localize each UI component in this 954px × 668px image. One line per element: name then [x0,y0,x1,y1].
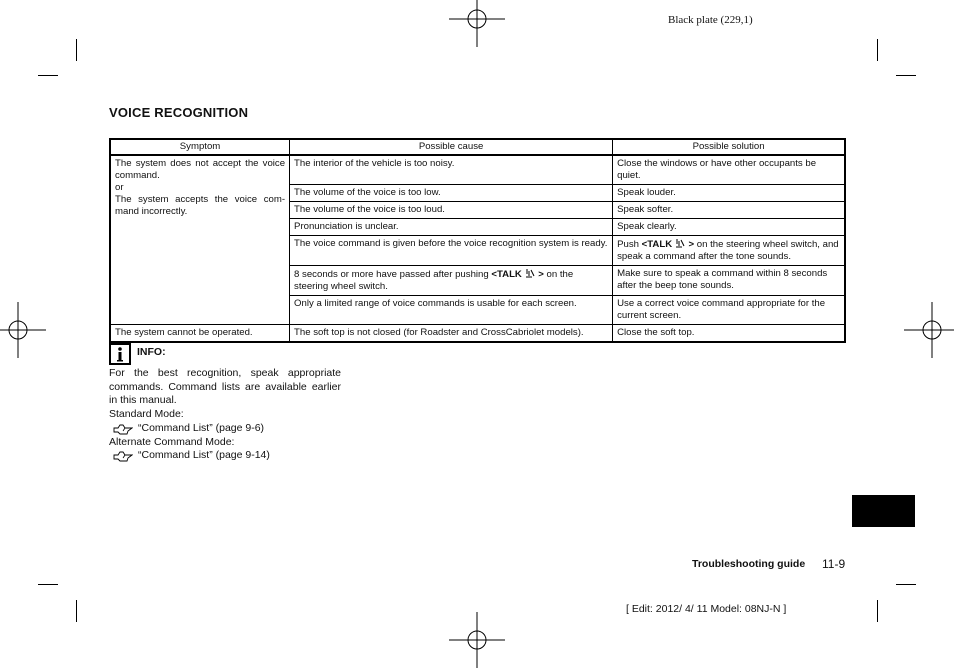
header-cause: Possible cause [290,139,613,155]
talk-button-close: > [688,239,695,250]
symptom-line: The system accepts the voice com-mand incorrectly. [115,194,286,217]
info-text-block [109,367,341,463]
page-number: 11-9 [822,557,846,571]
solution-cell: Speak louder. [613,185,845,202]
cause-cell [290,266,613,296]
registration-mark-right [904,302,954,358]
registration-mark-top [449,0,505,47]
solution-text: Push [617,239,639,250]
talk-button-label: <TALK [641,239,673,250]
talk-icon [675,238,686,248]
solution-cell: Use a correct voice command appropriate for the current screen. [613,296,845,325]
talk-button-label: <TALK [491,269,522,280]
header-symptom: Symptom [110,139,290,155]
solution-cell: Close the windows or have other occupants be quiet. [613,155,845,185]
solution-cell: Close the soft top. [613,325,845,343]
cause-cell: The volume of the voice is too loud. [290,202,613,219]
info-icon [109,343,131,365]
standard-ref-text[interactable]: “Command List” (page 9-6) [138,421,265,434]
footer-title: Troubleshooting guide [692,558,806,570]
section-title: VOICE RECOGNITION [109,105,249,120]
plate-label: Black plate (229,1) [668,14,753,26]
pointing-hand-icon [113,450,133,462]
symptom-cell [110,155,290,325]
cause-text: 8 seconds or more have passed after pushing [294,269,489,280]
cause-cell: Only a limited range of voice commands is usable for each screen. [290,296,613,325]
symptom-or: or [115,182,124,193]
cause-text: on the steering wheel switch. [294,269,574,292]
standard-mode-ref[interactable] [113,422,341,436]
chapter-tab [852,495,915,527]
symptom-line: The system does not accept the voice command. [115,158,286,181]
table-row [110,155,845,185]
cause-cell: The interior of the vehicle is too noisy. [290,155,613,185]
cause-cell: The soft top is not closed (for Roadster and CrossCabriolet models). [290,325,613,343]
solution-text: on the steering wheel switch, and speak a command after the tone sounds. [617,239,839,262]
edit-info: [ Edit: 2012/ 4/ 11 Model: 08NJ-N ] [626,603,787,615]
registration-mark-left [0,302,46,358]
talk-button-close: > [538,269,544,280]
talk-icon [525,268,536,278]
header-solution: Possible solution [613,139,845,155]
symptom-cell: The system cannot be operated. [110,325,290,343]
solution-cell: Make sure to speak a command within 8 seconds after the beep tone sounds. [613,266,845,296]
alternate-mode-ref[interactable] [113,449,341,463]
cause-cell: The volume of the voice is too low. [290,185,613,202]
standard-mode-label: Standard Mode: [109,408,184,421]
alternate-ref-text[interactable]: “Command List” (page 9-14) [138,449,270,462]
cause-cell: The voice command is given before the voice recognition system is ready. [290,236,613,266]
solution-cell: Speak softer. [613,202,845,219]
table-header-row [110,139,845,155]
table-row [110,325,845,343]
alternate-mode-label: Alternate Command Mode: [109,435,235,448]
registration-mark-bottom [449,612,505,668]
troubleshooting-table [109,138,846,343]
info-label: INFO: [137,346,166,358]
solution-cell: Speak clearly. [613,219,845,236]
pointing-hand-icon [113,423,133,435]
cause-cell: Pronunciation is unclear. [290,219,613,236]
info-paragraph: For the best recognition, speak appropriate commands. Command lists are available earlier in this manual. [109,367,341,407]
solution-cell [613,236,845,266]
